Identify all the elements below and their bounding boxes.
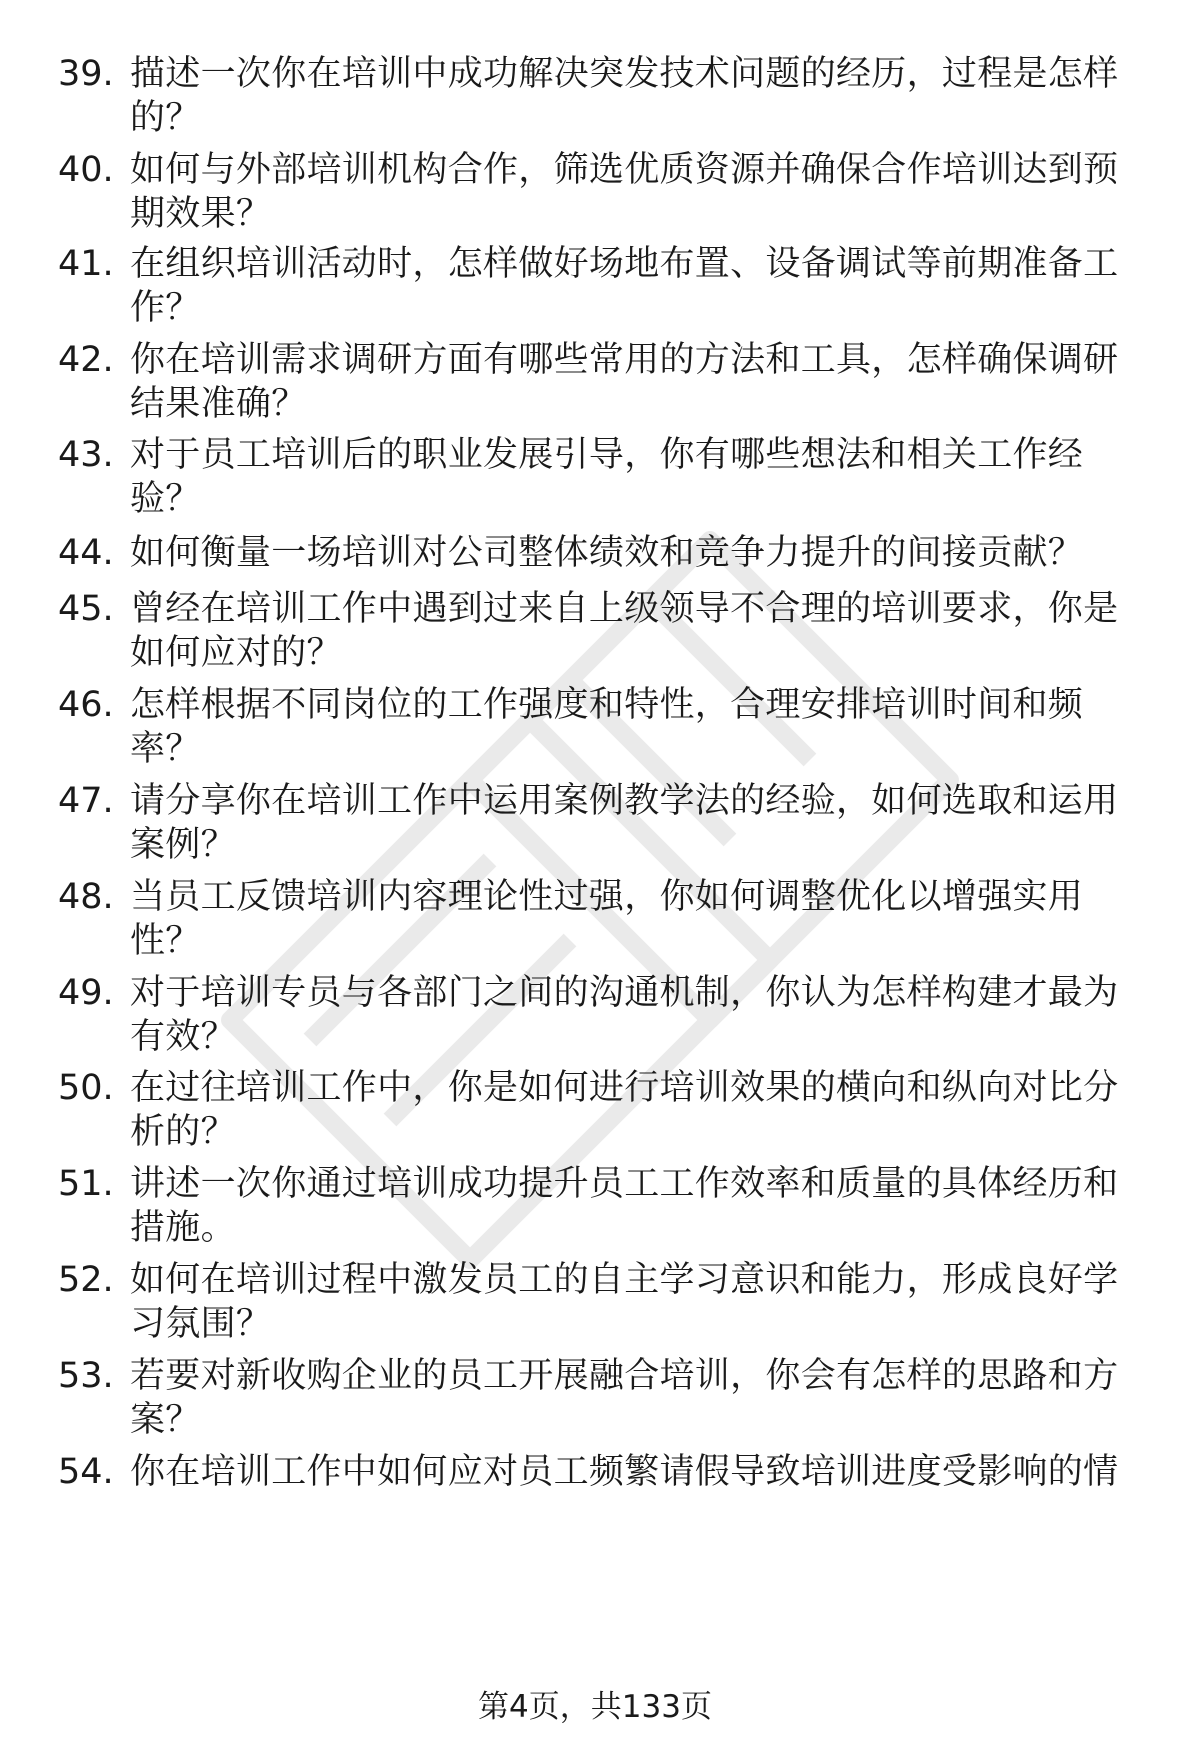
question-item: [0, 971, 1190, 1071]
question-text: 讲述一次你通过培训成功提升员工工作效率和质量的具体经历和措施。: [130, 1164, 1119, 1248]
question-number: 43.: [58, 435, 114, 475]
question-number: 46.: [58, 685, 114, 725]
question-text: 如何衡量一场培训对公司整体绩效和竞争力提升的间接贡献？: [130, 533, 1084, 573]
question-number: 52.: [58, 1260, 114, 1300]
page-footer: 第4页，共133页: [478, 1689, 712, 1725]
question-number: 45.: [58, 589, 114, 629]
question-text: 描述一次你在培训中成功解决突发技术问题的经历，过程是怎样的？: [130, 54, 1119, 138]
question-text: 对于培训专员与各部门之间的沟通机制，你认为怎样构建才最为有效？: [130, 973, 1119, 1057]
question-text: 在组织培训活动时，怎样做好场地布置、设备调试等前期准备工作？: [130, 244, 1119, 328]
question-text: 在过往培训工作中，你是如何进行培训效果的横向和纵向对比分析的？: [130, 1068, 1119, 1152]
question-number: 48.: [58, 877, 114, 917]
question-item: [0, 1258, 1190, 1358]
question-item: [0, 338, 1190, 438]
question-number: 41.: [58, 244, 114, 284]
question-number: 51.: [58, 1164, 114, 1204]
question-number: 50.: [58, 1068, 114, 1108]
question-text: 若要对新收购企业的员工开展融合培训，你会有怎样的思路和方案？: [130, 1356, 1119, 1440]
question-number: 39.: [58, 54, 114, 94]
question-text: 如何与外部培训机构合作，筛选优质资源并确保合作培训达到预期效果？: [130, 150, 1119, 234]
question-number: 44.: [58, 533, 114, 573]
question-number: 40.: [58, 150, 114, 190]
question-item: [0, 779, 1190, 879]
question-number: 54.: [58, 1452, 114, 1492]
question-item: [0, 1162, 1190, 1262]
question-text: 对于员工培训后的职业发展引导，你有哪些想法和相关工作经验？: [130, 435, 1084, 519]
question-item: [0, 242, 1190, 342]
question-item: [0, 683, 1190, 783]
question-item: [0, 875, 1190, 975]
question-item: [0, 148, 1190, 248]
question-item: [0, 433, 1190, 533]
question-text: 请分享你在培训工作中运用案例教学法的经验，如何选取和运用案例？: [130, 781, 1119, 865]
question-text: 当员工反馈培训内容理论性过强，你如何调整优化以增强实用性？: [130, 877, 1084, 961]
question-number: 53.: [58, 1356, 114, 1396]
question-text: 你在培训需求调研方面有哪些常用的方法和工具，怎样确保调研结果准确？: [130, 340, 1119, 424]
question-item: [0, 52, 1190, 152]
question-item: [0, 587, 1190, 687]
question-text: 曾经在培训工作中遇到过来自上级领导不合理的培训要求，你是如何应对的？: [130, 589, 1119, 673]
question-item: [0, 1354, 1190, 1454]
question-number: 42.: [58, 340, 114, 380]
question-text: 如何在培训过程中激发员工的自主学习意识和能力，形成良好学习氛围？: [130, 1260, 1119, 1344]
question-number: 47.: [58, 781, 114, 821]
question-item: [0, 1066, 1190, 1166]
question-item: [0, 1450, 1190, 1550]
question-text: 怎样根据不同岗位的工作强度和特性，合理安排培训时间和频率？: [130, 685, 1084, 769]
question-number: 49.: [58, 973, 114, 1013]
question-text: 你在培训工作中如何应对员工频繁请假导致培训进度受影响的情: [130, 1452, 1119, 1492]
